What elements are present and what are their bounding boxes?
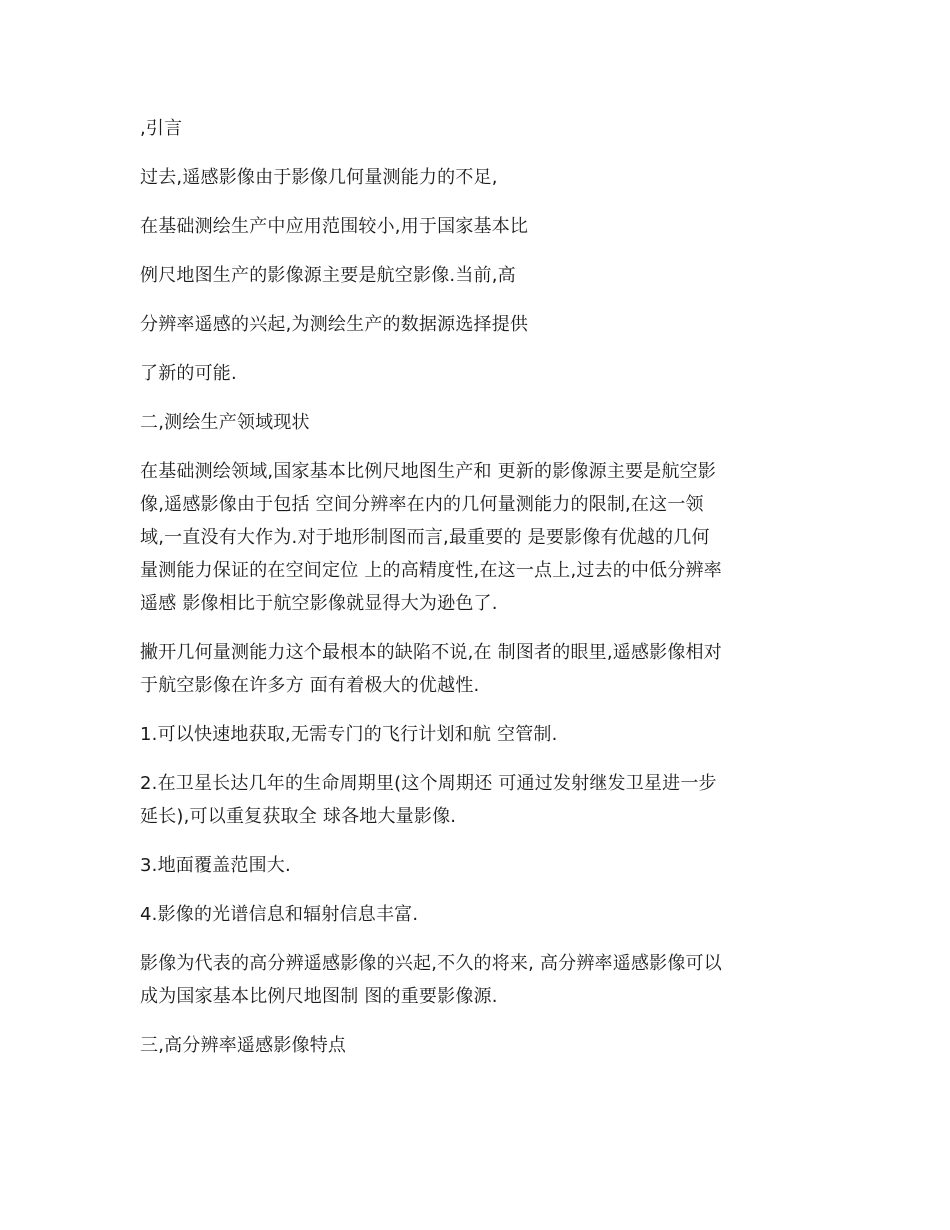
paragraph <box>140 849 812 882</box>
text-line: 分辨率遥感的兴起,为测绘生产的数据源选择提供 <box>140 314 529 335</box>
text-line: 域,一直没有大作为.对于地形制图而言,最重要的 是要影像有优越的几何 <box>140 527 710 548</box>
text-line: 例尺地图生产的影像源主要是航空影像.当前,高 <box>140 265 516 286</box>
text-line: 量测能力保证的在空间定位 上的高精度性,在这一点上,过去的中低分辨率 <box>140 560 722 581</box>
text-line: 影像为代表的高分辨遥感影像的兴起,不久的将来, 高分辨率遥感影像可以 <box>140 953 722 974</box>
paragraph <box>140 898 812 931</box>
text-line: 遥感 影像相比于航空影像就显得大为逊色了. <box>140 593 498 614</box>
paragraph <box>140 947 812 1013</box>
text-line: 像,遥感影像由于包括 空间分辨率在内的几何量测能力的限制,在这一领 <box>140 494 704 515</box>
text-line: 1.可以快速地获取,无需专门的飞行计划和航 空管制. <box>140 724 558 745</box>
paragraph <box>140 406 812 439</box>
text-line: 撇开几何量测能力这个最根本的缺陷不说,在 制图者的眼里,遥感影像相对 <box>140 642 722 663</box>
text-line: 3.地面覆盖范围大. <box>140 855 291 876</box>
paragraph <box>140 112 812 145</box>
paragraph <box>140 718 812 751</box>
text-line: 过去,遥感影像由于影像几何量测能力的不足, <box>140 167 498 188</box>
text-line: 延长),可以重复获取全 球各地大量影像. <box>140 806 457 827</box>
paragraph <box>140 357 812 390</box>
text-line: 4.影像的光谱信息和辐射信息丰富. <box>140 904 419 925</box>
paragraph <box>140 636 812 702</box>
text-line: ,引言 <box>140 118 183 139</box>
text-line: 在基础测绘领域,国家基本比例尺地图生产和 更新的影像源主要是航空影 <box>140 461 717 482</box>
paragraph <box>140 308 812 341</box>
document-body <box>140 112 812 1078</box>
paragraph <box>140 259 812 292</box>
text-line: 三,高分辨率遥感影像特点 <box>140 1035 347 1056</box>
text-line: 2.在卫星长达几年的生命周期里(这个周期还 可通过发射继发卫星进一步 <box>140 773 717 794</box>
paragraph <box>140 767 812 833</box>
text-line: 在基础测绘生产中应用范围较小,用于国家基本比 <box>140 216 529 237</box>
text-line: 于航空影像在许多方 面有着极大的优越性. <box>140 675 480 696</box>
paragraph <box>140 161 812 194</box>
text-line: 二,测绘生产领域现状 <box>140 412 310 433</box>
paragraph <box>140 1029 812 1062</box>
paragraph <box>140 210 812 243</box>
text-line: 成为国家基本比例尺地图制 图的重要影像源. <box>140 986 498 1007</box>
text-line: 了新的可能. <box>140 363 237 384</box>
paragraph <box>140 455 812 620</box>
